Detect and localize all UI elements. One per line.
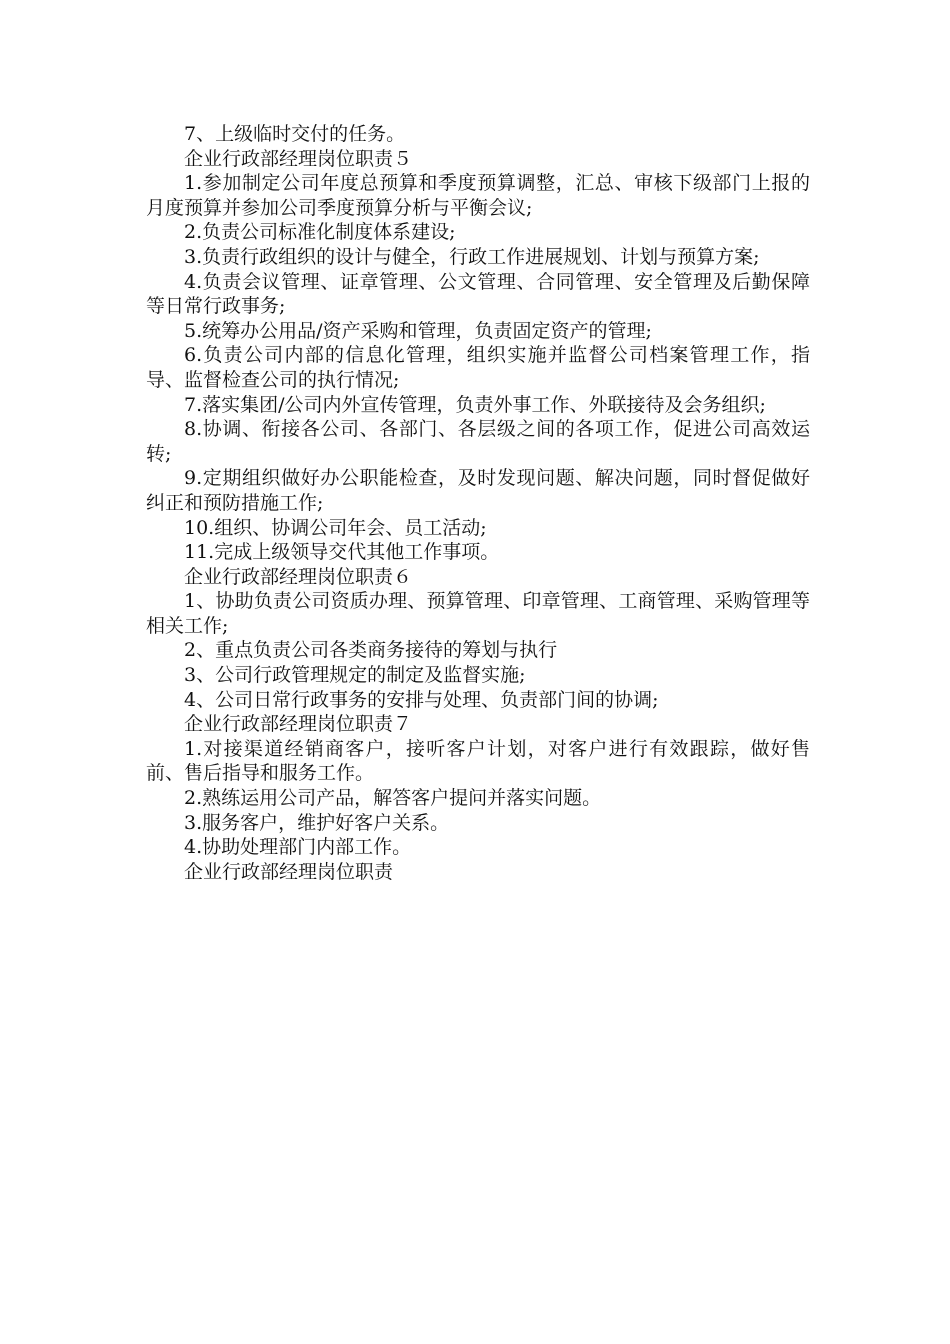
list-item: 8.协调、衔接各公司、各部门、各层级之间的各项工作，促进公司高效运转; (146, 418, 810, 465)
list-item: 7.落实集团/公司内外宣传管理，负责外事工作、外联接待及会务组织; (184, 393, 766, 416)
list-item: 2.熟练运用公司产品，解答客户提问并落实问题。 (184, 787, 602, 810)
list-item: 7、上级临时交付的任务。 (184, 123, 406, 145)
list-item: 4.负责会议管理、证章管理、公文管理、合同管理、安全管理及后勤保障等日常行政事务; (146, 270, 810, 318)
section-heading: 企业行政部经理岗位职责７ (184, 713, 413, 736)
list-item: 11.完成上级领导交代其他工作事项。 (184, 541, 500, 564)
list-item: 4、公司日常行政事务的安排与处理、负责部门间的协调; (184, 688, 659, 711)
list-item: 10.组织、协调公司年会、员工活动; (184, 516, 487, 539)
list-item: 9.定期组织做好办公职能检查，及时发现问题、解决问题，同时督促做好纠正和预防措施工作; (146, 467, 810, 514)
list-item: 6.负责公司内部的信息化管理，组织实施并监督公司档案管理工作，指导、监督检查公司的执行情况; (146, 344, 810, 391)
list-item: 5.统筹办公用品/资产采购和管理，负责固定资产的管理; (184, 319, 652, 342)
list-item: 1.对接渠道经销商客户，接听客户计划，对客户进行有效跟踪，做好售前、售后指导和服务工作。 (146, 737, 810, 785)
list-item: 3.服务客户，维护好客户关系。 (184, 811, 450, 834)
list-item: 3.负责行政组织的设计与健全，行政工作进展规划、计划与预算方案; (184, 245, 760, 268)
list-item: 2.负责公司标准化制度体系建设; (184, 221, 456, 244)
document-page (146, 122, 810, 884)
list-item: 3、公司行政管理规定的制定及监督实施; (184, 664, 526, 687)
section-heading: 企业行政部经理岗位职责５ (184, 147, 413, 170)
section-heading: 企业行政部经理岗位职责 (184, 860, 394, 883)
list-item: 1.参加制定公司年度总预算和季度预算调整，汇总、审核下级部门上报的月度预算并参加公司季度预算分析与平衡会议; (146, 172, 810, 219)
list-item: 2、重点负责公司各类商务接待的筹划与执行 (184, 639, 558, 662)
list-item: 1、协助负责公司资质办理、预算管理、印章管理、工商管理、采购管理等相关工作; (146, 590, 810, 637)
list-item: 4.协助处理部门内部工作。 (184, 836, 412, 859)
section-heading: 企业行政部经理岗位职责６ (184, 565, 413, 588)
